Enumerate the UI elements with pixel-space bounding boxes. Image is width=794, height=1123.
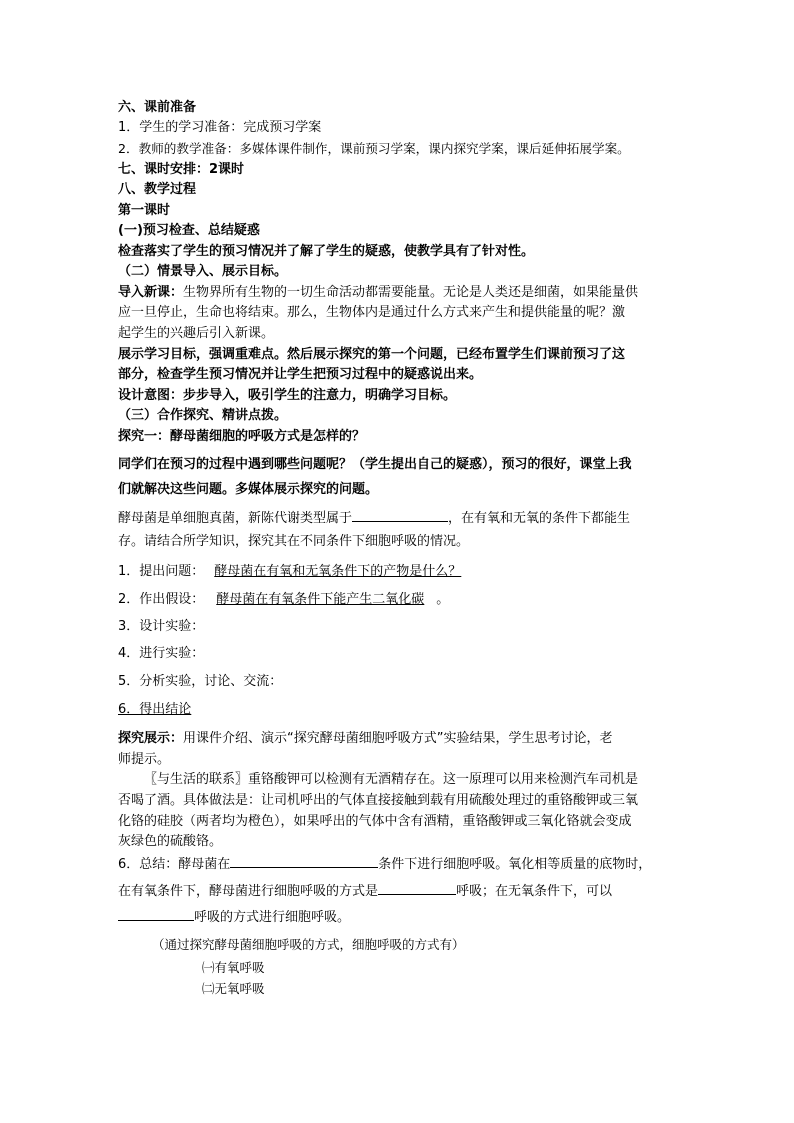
life-line-3: 化铬的硅胶（两者均为橙色），如果呼出的气体中含有酒精，重铬酸钾或三氧化铬就会变成 — [118, 814, 632, 829]
life-line-2: 否喝了酒。具体做法是：让司机呼出的气体直接接触到载有用硫酸处理过的重铬酸钾或三氧 — [118, 793, 639, 808]
goal-line-2: 部分，检查学生预习情况并让学生把预习过程中的疑惑说出来。 — [118, 367, 483, 382]
show-line-1: 探究展示：用课件介绍、演示“探究酵母菌细胞呼吸方式”实验结果，学生思考讨论，老 — [118, 731, 613, 746]
part-1-title: (一)预习检查、总结疑惑 — [118, 223, 260, 238]
section-7-heading: 七、课时安排：2课时 — [118, 162, 245, 177]
design-intent: 设计意图：步步导入，吸引学生的注意力，明确学习目标。 — [118, 388, 457, 403]
step-6: 6．得出结论 — [118, 702, 192, 717]
step-1-answer: 酵母菌在有氧和无氧条件下的产物是什么？ — [214, 564, 462, 579]
respiration-type-2: ㈡无氧呼吸 — [202, 981, 265, 996]
aerobic-type-blank[interactable] — [378, 882, 456, 895]
goal-line-1: 展示学习目标，强调重难点。然后展示探究的第一个问题，已经布置学生们课前预习了这 — [118, 347, 626, 362]
step-4: 4．进行实验： — [118, 646, 205, 661]
step-5: 5．分析实验，讨论、交流： — [118, 674, 283, 689]
step-1: 1．提出问题： 酵母菌在有氧和无氧条件下的产物是什么？ — [118, 564, 462, 579]
intro-label: 导入新课： — [118, 285, 184, 300]
anaerobic-type-blank[interactable] — [118, 908, 194, 921]
intro-line-2: 应一旦停止，生命也将结束。那么，生物体内是通过什么方式来产生和提供能量的呢？激 — [118, 305, 626, 320]
section-8-heading: 八、教学过程 — [118, 182, 197, 197]
yeast-line-2: 存。请结合所学知识，探究其在不同条件下细胞呼吸的情况。 — [118, 534, 470, 549]
question-line-2: 们就解决这些问题。多媒体展示探究的问题。 — [118, 482, 379, 497]
ending-note: （通过探究酵母菌细胞呼吸的方式，细胞呼吸的方式有） — [152, 937, 465, 952]
summary-line-1: 6．总结：酵母菌在 条件下进行细胞呼吸。氧化相等质量的底物时， — [118, 857, 652, 872]
step-2-answer: 酵母菌在有氧条件下能产生二氧化碳 — [216, 592, 425, 607]
part-1-text: 检查落实了学生的预习情况并了解了学生的疑惑，使教学具有了针对性。 — [118, 244, 535, 259]
metabolism-type-blank[interactable] — [352, 509, 448, 522]
summary-line-2: 在有氧条件下，酵母菌进行细胞呼吸的方式是 呼吸；在无氧条件下，可以 — [118, 884, 613, 899]
lesson-title: 第一课时 — [118, 203, 171, 218]
question-line-1: 同学们在预习的过程中遇到哪些问题呢？（学生提出自己的疑惑），预习的很好，课堂上我 — [118, 457, 632, 472]
section-6-item-1: 1．学生的学习准备：完成预习学案 — [118, 120, 322, 135]
life-line-1: 〖与生活的联系〗重铬酸钾可以检测有无酒精存在。这一原理可以用来检测汽车司机是 — [144, 772, 639, 787]
yeast-line-1: 酵母菌是单细胞真菌，新陈代谢类型属于 ，在有氧和无氧的条件下都能生 — [118, 511, 631, 526]
summary-line-3: 呼吸的方式进行细胞呼吸。 — [118, 908, 350, 926]
part-3-title: （三）合作探究、精讲点拨。 — [118, 408, 288, 423]
intro-line-1: 导入新课：生物界所有生物的一切生命活动都需要能量。无论是人类还是细菌，如果能量供 — [118, 285, 639, 300]
part-2-title: （二）情景导入、展示目标。 — [118, 264, 288, 279]
step-2: 2．作出假设： 酵母菌在有氧条件下能产生二氧化碳 。 — [118, 592, 450, 607]
step-3: 3．设计实验： — [118, 619, 205, 634]
intro-line-3: 起学生的兴趣后引入新课。 — [118, 326, 275, 341]
section-6-item-2: 2．教师的教学准备：多媒体课件制作，课前预习学案，课内探究学案，课后延伸拓展学案。 — [118, 141, 630, 156]
explore-1-title: 探究一：酵母菌细胞的呼吸方式是怎样的？ — [118, 429, 366, 444]
life-line-4: 灰绿色的硫酸铬。 — [118, 834, 223, 849]
show-label: 探究展示： — [118, 731, 184, 746]
show-line-2: 师提示。 — [118, 752, 171, 767]
section-6-heading: 六、课前准备 — [118, 100, 197, 115]
condition-blank[interactable] — [230, 855, 378, 868]
respiration-type-1: ㈠有氧呼吸 — [202, 960, 265, 975]
